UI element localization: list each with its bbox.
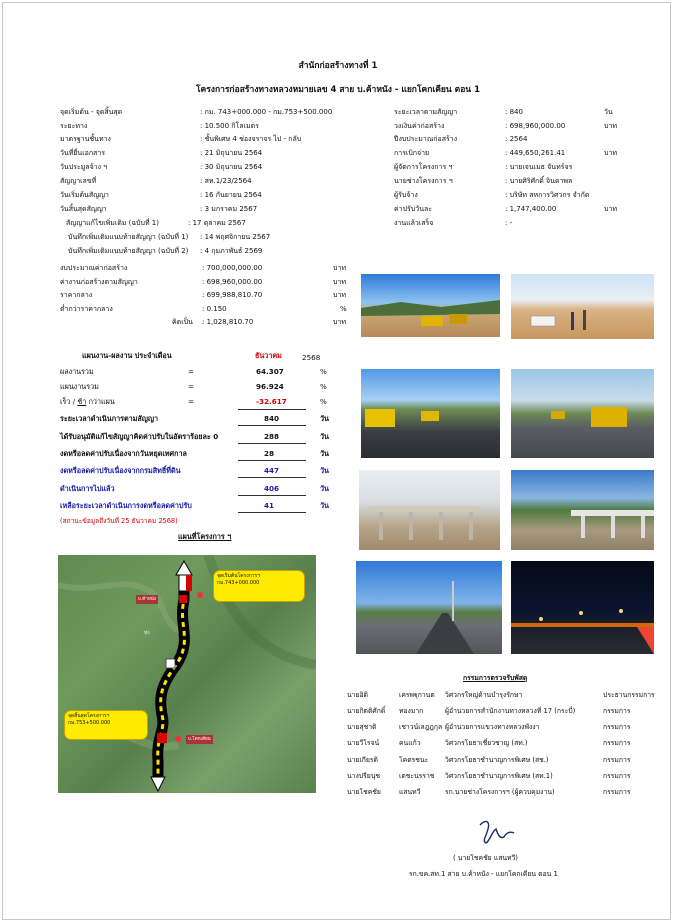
committee-first-name: นายสุชาติ [347, 723, 377, 731]
info-left-label: วันสิ้นสุดสัญญา [60, 205, 107, 213]
info-left-label: จุดเริ่มต้น - จุดสิ้นสุด [60, 108, 123, 116]
progress-value: 64.307 [256, 367, 284, 376]
committee-role: กรรมการ [603, 772, 631, 780]
info-right-unit: บาท [604, 122, 617, 130]
info-right-value: : 698,960,000.00 [505, 122, 566, 130]
photo-1-graphic [361, 274, 500, 337]
progress-unit: % [320, 382, 327, 391]
committee-first-name: นายเกียรติ [347, 756, 378, 764]
budget-unit: % [340, 305, 347, 313]
sum-line [238, 409, 306, 410]
committee-last-name: เตชะนรราช [399, 772, 435, 780]
progress-label: แผนงานรวม [60, 382, 99, 391]
committee-first-name: นายอิติ [347, 691, 368, 699]
place-pin-top-icon [197, 592, 203, 598]
committee-last-name: โคตรชนะ [399, 756, 429, 764]
south-arrow-icon [151, 777, 165, 791]
info-left-value: : สท.1/23/2564 [200, 177, 252, 185]
info-left-label: วันที่ยื่นเอกสาร [60, 149, 106, 157]
day-value: 447 [264, 466, 280, 475]
budget-label: ต่ำกว่าราคากลาง [60, 305, 113, 313]
ahead-label: เร็ว / [60, 397, 78, 406]
than-plan-label: กว่าแผน [86, 397, 115, 406]
day-value: 28 [264, 449, 275, 458]
place-pin-bottom-icon [175, 736, 181, 742]
info-right-unit: วัน [604, 108, 613, 116]
ahead-behind-label [60, 397, 115, 406]
info-left-label: บันทึกเพิ่มเติมแนบท้ายสัญญา (ฉบับที่ 2) [68, 247, 189, 255]
day-value-underline [238, 495, 306, 496]
info-right-label: วงเงินค่าก่อสร้าง [394, 122, 445, 130]
map-title: แผนที่โครงการ ฯ [178, 532, 232, 541]
info-left-label: บันทึกเพิ่มเติมแนบท้ายสัญญา (ฉบับที่ 1) [68, 233, 189, 241]
day-value: 288 [264, 432, 280, 441]
day-value-underline [238, 477, 306, 478]
progress-month: ธันวาคม [255, 351, 282, 360]
signature-name: ( นายโชคชัย แสนทวี) [453, 854, 518, 862]
day-unit: วัน [320, 432, 329, 441]
day-label: ระยะเวลาดำเนินการตามสัญญา [60, 414, 159, 423]
progress-label: ผลงานรวม [60, 367, 94, 376]
info-right-value: : นายศิริศักดิ์ จินดาพล [505, 177, 573, 185]
construction-photo-7 [356, 561, 502, 654]
info-right-value: : นายเจนเมธ จันทร์จร [505, 163, 573, 171]
committee-position: วิศวกรโยธาเชี่ยวชาญ (สท.) [445, 739, 528, 747]
committee-first-name: นายโชคชัย [347, 788, 381, 796]
budget-label: ค่างานก่อสร้างตามสัญญา [60, 278, 138, 286]
info-right-label: งานแล้วเสร็จ [394, 219, 434, 227]
end-callout-line1: จุดสิ้นสุดโครงการฯ [68, 713, 110, 719]
budget-value: : 700,000,000.00 [202, 264, 263, 272]
info-right-unit: บาท [604, 205, 617, 213]
day-label: งดหรือลดค่าปรับเนื่องจากวันหยุดเทศกาล [60, 449, 187, 458]
committee-role: กรรมการ [603, 756, 631, 764]
signature-position: รก.ขค.สท.1 สาย บ.ค้าหนัง - แยกโคกเคียน ตอน 1 [409, 870, 558, 878]
budget-value: : 0.150 [202, 305, 227, 313]
start-callout [213, 570, 305, 602]
budget-label: งบประมาณค่าก่อสร้าง [60, 264, 128, 272]
day-label: ดำเนินการไปแล้ว [60, 484, 115, 493]
info-left-label: มาตรฐานชั้นทาง [60, 135, 111, 143]
info-left-value: : ชั้นพิเศษ 4 ช่องจราจร ไป - กลับ [200, 135, 302, 143]
info-right-value: : 2564 [505, 135, 528, 143]
committee-last-name: เชาวน์เลฎฎกุล [399, 723, 443, 731]
committee-position: รก.นายช่างโครงการฯ (ผู้ควบคุมงาน) [445, 788, 555, 796]
photo-4-graphic [511, 369, 654, 458]
info-right-label: ปีงบประมาณก่อสร้าง [394, 135, 458, 143]
info-right-label: ผู้จัดการโครงการ ฯ [394, 163, 453, 171]
day-value-underline [238, 425, 306, 426]
budget-label: ราคากลาง [60, 291, 93, 299]
info-right-value: : 840 [505, 108, 523, 116]
budget-unit: บาท [333, 264, 346, 272]
photo-7-graphic [356, 561, 502, 654]
info-right-value: : 449,650,261.41 [505, 149, 566, 157]
north-arrow-icon [176, 561, 192, 575]
data-status-note: (สถานะข้อมูลถึงวันที่ 25 ธันวาคม 2568) [60, 517, 178, 525]
day-label: ได้รับอนุมัติแก้ไขสัญญาคิดค่าปรับในอัตราร้อยละ 0 [60, 432, 219, 441]
signature-image [476, 817, 516, 847]
progress-value: -32.617 [256, 397, 287, 406]
place-label-bottom: บ.โคกเคียน [188, 737, 211, 742]
committee-title: กรรมการตรวจรับพัสดุ [463, 674, 528, 682]
committee-position: วิศวกรโยธาชำนาญการพิเศษ (สท.1) [445, 772, 553, 780]
committee-role: กรรมการ [603, 707, 631, 715]
info-right-label: การเบิกจ่าย [394, 149, 430, 157]
behind-label: ช้า [77, 397, 87, 406]
progress-unit: % [320, 367, 327, 376]
place-label-mid: ทุ่ง [144, 630, 150, 636]
photo-6-graphic [511, 470, 654, 550]
info-right-label: ค่าปรับวันละ [394, 205, 433, 213]
info-right-label: นายช่างโครงการ ฯ [394, 177, 453, 185]
project-map [58, 555, 316, 793]
committee-first-name: นางปรียนุช [347, 772, 380, 780]
day-label: เหลือระยะเวลาดำเนินการงดหรือลดค่าปรับ [60, 501, 192, 510]
progress-eq: = [188, 367, 195, 376]
budget-value: : 699,988,810.70 [202, 291, 263, 299]
budget-value: : 1,028,810.70 [202, 318, 254, 326]
info-left-value: : 21 มิถุนายน 2564 [200, 149, 263, 157]
day-unit: วัน [320, 466, 329, 475]
progress-eq: = [188, 397, 195, 406]
day-label: งดหรือลดค่าปรับเนื่องจากกรมสิทธิ์ที่ดิน [60, 466, 181, 475]
day-value-underline [238, 512, 306, 513]
committee-role: ประธานกรรมการ [603, 691, 655, 699]
committee-last-name: เครพฐุกานต [399, 691, 435, 699]
progress-title: แผนงาน-ผลงาน ประจำเดือน [82, 351, 172, 360]
info-left-label: วันประมูลจ้าง ฯ [60, 163, 108, 171]
info-left-value: : 30 มิถุนายน 2564 [200, 163, 263, 171]
info-left-value: : 14 พฤศจิกายน 2567 [200, 233, 271, 241]
info-right-value: : 1,747,400.00 [505, 205, 557, 213]
info-right-label: ระยะเวลาตามสัญญา [394, 108, 458, 116]
committee-last-name: แสนทวี [399, 788, 421, 796]
end-callout-line2: กม.753+500.000 [68, 720, 111, 726]
start-marker-icon [179, 595, 187, 603]
construction-photo-2 [511, 274, 654, 339]
committee-last-name: ทองมาก [399, 707, 424, 715]
start-callout-line1: จุดเริ่มต้นโครงการฯ [217, 573, 261, 579]
office-title: สำนักก่อสร้างทางที่ 1 [298, 61, 378, 71]
day-value-underline [238, 443, 306, 444]
progress-unit: % [320, 397, 327, 406]
info-left-value: : 3 มกราคม 2567 [200, 205, 258, 213]
budget-unit: บาท [333, 291, 346, 299]
budget-value: : 698,960,000.00 [202, 278, 263, 286]
photo-3-graphic [361, 369, 500, 458]
end-callout [64, 710, 148, 740]
info-right-label: ผู้รับจ้าง [394, 191, 418, 199]
committee-first-name: นายกิตติศักดิ์ [347, 707, 386, 715]
budget-label: คิดเป็น [172, 318, 193, 326]
day-unit: วัน [320, 449, 329, 458]
day-value-underline [238, 460, 306, 461]
place-label-top: บ.ค้าหนัง [138, 597, 157, 602]
info-left-label: ระยะทาง [60, 122, 88, 130]
info-left-value: : 17 ตุลาคม 2567 [188, 219, 246, 227]
committee-role: กรรมการ [603, 739, 631, 747]
day-value: 41 [264, 501, 275, 510]
progress-value: 96.924 [256, 382, 284, 391]
day-value: 840 [264, 414, 280, 423]
info-left-value: : กม. 743+000.000 - กม.753+500.000 [200, 108, 333, 116]
day-unit: วัน [320, 484, 329, 493]
progress-year: 2568 [302, 353, 321, 362]
photo-8-graphic [511, 561, 654, 654]
committee-role: กรรมการ [603, 788, 631, 796]
construction-photo-4 [511, 369, 654, 458]
budget-unit: บาท [333, 318, 346, 326]
info-left-value: : 4 กุมภาพันธ์ 2569 [200, 247, 263, 255]
committee-first-name: นายวีโรจน์ [347, 739, 380, 747]
construction-photo-5 [359, 470, 500, 550]
construction-photo-3 [361, 369, 500, 458]
terrain-ridge [58, 584, 188, 635]
photo-5-graphic [359, 470, 500, 550]
day-value: 406 [264, 484, 280, 493]
info-left-value: : 10.500 กิโลเมตร [200, 122, 259, 130]
info-left-label: สัญญาเลขที่ [60, 177, 97, 185]
committee-position: วิศวกรโยธาชำนาญการพิเศษ (สช.) [445, 756, 549, 764]
construction-photo-8 [511, 561, 654, 654]
construction-photo-6 [511, 470, 654, 550]
construction-photo-1 [361, 274, 500, 337]
info-left-label: วันเริ่มต้นสัญญา [60, 191, 109, 199]
highway-shield-icon [166, 659, 175, 668]
end-marker-icon [157, 733, 167, 743]
day-unit: วัน [320, 501, 329, 510]
committee-role: กรรมการ [603, 723, 631, 731]
committee-last-name: คนแก้ว [399, 739, 421, 747]
info-right-value: : บริษัท สหการวิศวกร จำกัด [505, 191, 590, 199]
photo-2-graphic [511, 274, 654, 339]
info-right-unit: บาท [604, 149, 617, 157]
committee-position: ผู้อำนวยการสำนักงานทางหลวงที่ 17 (กระบี่) [445, 707, 576, 715]
budget-unit: บาท [333, 278, 346, 286]
progress-eq: = [188, 382, 195, 391]
info-right-value: : - [505, 219, 513, 227]
north-arrow-red-tab [186, 575, 192, 591]
day-unit: วัน [320, 414, 329, 423]
start-callout-line2: กม.743+000.000 [217, 580, 260, 586]
info-left-label: สัญญาแก้ไขเพิ่มเติม (ฉบับที่ 1) [66, 219, 159, 227]
committee-position: ผู้อำนวยการแขวงทางหลวงพังงา [445, 723, 540, 731]
project-title: โครงการก่อสร้างทางหลวงหมายเลข 4 สาย บ.ค้าหนัง - แยกโคกเคียน ตอน 1 [195, 85, 480, 95]
committee-position: วิศวกรใหญ่ด้านบำรุงรักษา [445, 691, 523, 699]
info-left-value: : 16 กันยายน 2564 [200, 191, 262, 199]
